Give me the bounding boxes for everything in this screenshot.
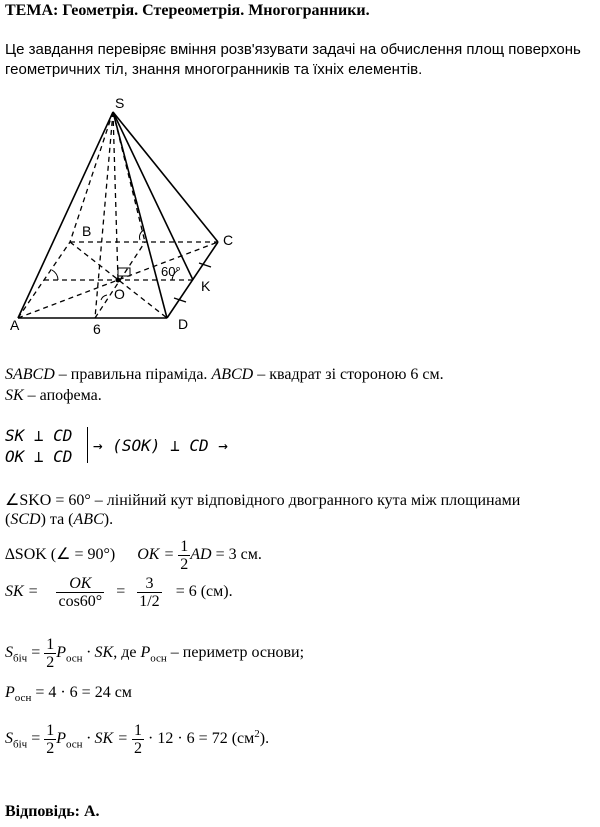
angle-line-1: ∠SKO = 60° – лінійний кут відповідного двогранного кута між площинами: [5, 492, 521, 509]
label-c: C: [223, 232, 234, 248]
lateral-area-result: $S_{біч}$ = $\frac{1}{2}$ $P_{осн}$ · SK = $\frac{1}{2}$ · 12 · 6 = 72 $(см^2)$.: [5, 722, 270, 757]
fraction-3-half: $\frac{3}{1/2}$: [139, 575, 160, 610]
label-s: S: [115, 95, 125, 111]
label-k: K: [201, 278, 211, 294]
label-a: A: [10, 317, 20, 333]
base-perimeter: $P_{осн} = 4 \cdot 6 = 24$ см: [5, 684, 132, 705]
angle-line-2: (SCD) та (ABC).: [5, 511, 114, 528]
fraction-half-4: $\frac{1}{2}$: [134, 722, 143, 757]
fraction-half-2: $\frac{1}{2}$: [46, 636, 55, 671]
fraction-ok-cos: $\frac{OK}{\cos 60^\circ}$: [58, 575, 103, 610]
label-b: B: [82, 223, 92, 239]
lateral-area-formula: $S_{біч}$ = $\frac{1}{2}$ $P_{осн}$ · SK, де $P_{осн}$ – периметр основи;: [5, 636, 305, 671]
page-title: ТЕМА: Геометрія. Стереометрія. Многогранники.: [5, 2, 370, 19]
label-angle-60: 60°: [161, 264, 181, 279]
apothem-line: SK – апофема.: [5, 387, 102, 404]
answer: Відповідь: А.: [5, 803, 100, 820]
fraction-half: $\frac{1}{2}$: [180, 538, 189, 573]
system-row-1: SK ⊥ CD: [5, 426, 73, 445]
system-row-2: OK ⊥ CD: [5, 447, 73, 466]
triangle-line: ∆SOK (∠ = 90°) OK = $\frac{1}{2}$ AD = 3 см.: [5, 538, 262, 573]
label-d: D: [178, 316, 189, 332]
system-result: → (SOK) ⊥ CD →: [93, 436, 228, 455]
system-bar: [87, 427, 88, 463]
intro-text: Це завдання перевіряє вміння розв'язувати задачі на обчислення площ поверхонь геометричних тіл, знання многогранників та їхніх елементів.: [5, 41, 581, 78]
label-o: O: [114, 286, 125, 302]
perpendicular-system: [5, 425, 72, 467]
label-side-6: 6: [93, 321, 101, 337]
sk-line: SK = $\frac{OK}{\cos 60^\circ}$ = $\frac{3}{1/2}$ = 6 (см).: [5, 575, 233, 610]
pyramid-figure: [0, 90, 270, 340]
fraction-half-3: $\frac{1}{2}$: [46, 722, 55, 757]
pyramid-line: SABCD – правильна піраміда. ABCD – квадрат зі стороною 6 см.: [5, 366, 444, 383]
